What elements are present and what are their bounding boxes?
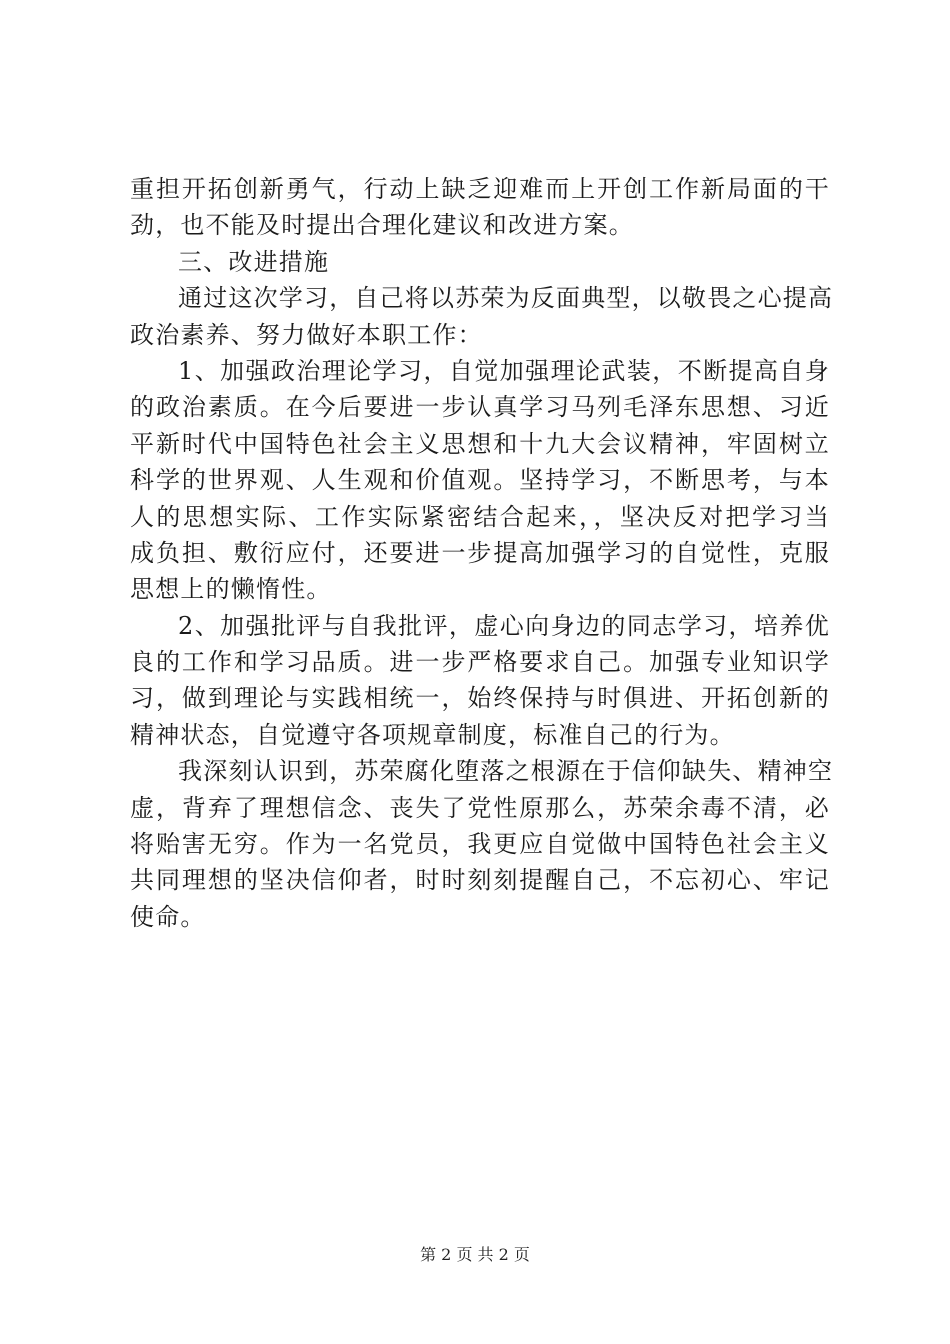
text-line: 的政治素质。在今后要进一步认真学习马列毛泽东思想、习近 [130,393,830,422]
text-line: 平新时代中国特色社会主义思想和十九大会议精神，牢固树立 [130,429,830,458]
text-line: 良的工作和学习品质。进一步严格要求自己。加强专业知识学 [130,648,830,677]
text-line: 习，做到理论与实践相统一，始终保持与时俱进、开拓创新的 [130,684,830,713]
text-line: 我深刻认识到，苏荣腐化堕落之根源在于信仰缺失、精神空 [178,757,834,786]
text-line: 将贻害无穷。作为一名党员，我更应自觉做中国特色社会主义 [130,830,830,859]
text-line: 政治素养、努力做好本职工作： [130,320,483,349]
text-line: 通过这次学习，自己将以苏荣为反面典型，以敬畏之心提高 [178,284,834,313]
text-line: 虚，背弃了理想信念、丧失了党性原那么，苏荣余毒不清，必 [130,793,830,822]
text-line: 成负担、敷衍应付，还要进一步提高加强学习的自觉性，克服 [130,538,830,567]
text-line: 劲，也不能及时提出合理化建议和改进方案。 [130,211,634,240]
text-line: 科学的世界观、人生观和价值观。坚持学习，不断思考，与本 [130,466,830,495]
document-body [130,171,834,935]
page-footer: 第 2 页 共 2 页 [420,1245,530,1264]
text-line: 精神状态，自觉遵守各项规章制度，标准自己的行为。 [130,720,735,749]
text-line: 共同理想的坚决信仰者，时时刻刻提醒自己，不忘初心、牢记 [130,866,830,895]
text-line: 三、改进措施 [178,247,330,276]
text-line: 思想上的懒惰性。 [130,575,332,604]
text-line: 1、加强政治理论学习，自觉加强理论武装，不断提高自身 [178,356,830,385]
text-line: 人的思想实际、工作实际紧密结合起来，，坚决反对把学习当 [130,502,830,531]
text-line: 2、加强批评与自我批评，虚心向身边的同志学习，培养优 [178,611,830,640]
text-line: 使命。 [130,902,206,931]
text-line: 重担开拓创新勇气，行动上缺乏迎难而上开创工作新局面的干 [130,175,830,203]
